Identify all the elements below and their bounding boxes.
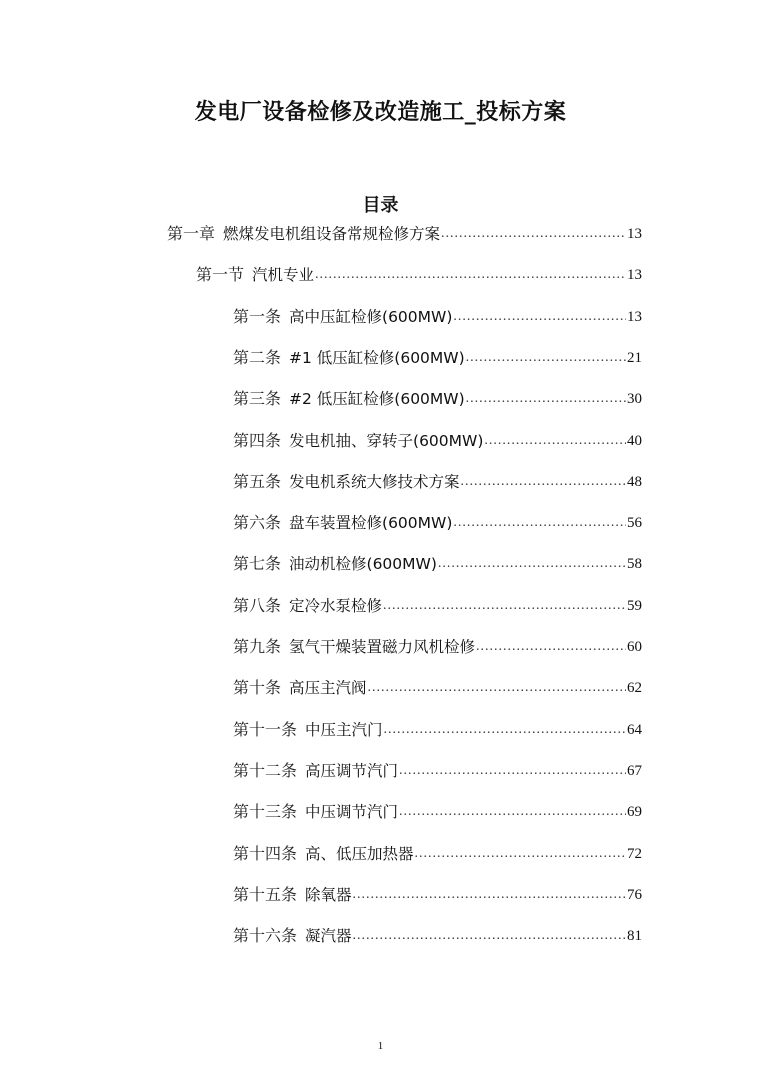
toc-entry[interactable] — [233, 628, 642, 658]
toc-entry-label: 第五条 — [233, 471, 282, 491]
toc-entry-page: 59 — [627, 597, 642, 614]
toc-entry-page: 62 — [627, 680, 642, 697]
toc-entry[interactable] — [233, 298, 642, 328]
toc-entry-title: #1 低压缸检修(600MW) — [289, 348, 465, 367]
toc-heading: 目录 — [362, 195, 399, 216]
toc-entry-label: 第十二条 — [233, 760, 298, 780]
toc-dot-leader — [453, 512, 626, 534]
toc-dot-leader — [461, 471, 626, 493]
toc-entry-title: 氢气干燥装置磁力风机检修 — [289, 638, 476, 656]
toc-entry-page: 69 — [627, 804, 642, 821]
toc-entry[interactable] — [233, 917, 642, 947]
page-number: 1 — [377, 1040, 384, 1052]
toc-entry[interactable] — [167, 215, 642, 245]
toc-entry-label: 第六条 — [233, 513, 282, 533]
toc-entry-label: 第十一条 — [233, 719, 298, 739]
toc-dot-leader — [384, 719, 626, 741]
toc-entry[interactable] — [196, 256, 642, 286]
toc-entry-label: 第三条 — [233, 389, 282, 409]
toc-entry-label: 第九条 — [233, 637, 282, 656]
toc-dot-leader — [438, 553, 626, 575]
toc-entry-page: 48 — [627, 473, 642, 490]
toc-dot-leader — [466, 388, 626, 410]
toc-entry-title: 高中压缸检修(600MW) — [289, 307, 453, 326]
toc-entry[interactable] — [233, 504, 642, 534]
toc-dot-leader — [415, 843, 626, 865]
toc-entry[interactable] — [233, 339, 642, 369]
toc-entry-page: 13 — [627, 267, 642, 284]
toc-entry-title: 盘车装置检修(600MW) — [289, 514, 453, 533]
toc-entry-label: 第四条 — [233, 430, 282, 450]
toc-entry-title: 汽机专业 — [252, 266, 315, 285]
toc-entry-title: 中压主汽门 — [305, 720, 383, 739]
toc-entry-title: 油动机检修(600MW) — [289, 555, 437, 574]
toc-entry-title: 高、低压加热器 — [305, 844, 414, 863]
toc-entry-label: 第十三条 — [233, 802, 298, 822]
toc-entry-label: 第十六条 — [233, 926, 298, 946]
toc-entry-title: 高压主汽阀 — [289, 679, 367, 698]
toc-entry-label: 第八条 — [233, 595, 282, 615]
toc-entry-title: 发电机系统大修技术方案 — [289, 472, 460, 491]
toc-dot-leader — [466, 347, 626, 369]
toc-dot-leader — [353, 884, 626, 906]
toc-entry-page: 13 — [627, 226, 642, 242]
toc-entry-title: 定冷水泵检修 — [289, 596, 383, 615]
toc-dot-leader — [368, 677, 626, 699]
toc-entry-page: 30 — [627, 391, 642, 408]
toc-entry[interactable] — [233, 545, 642, 575]
toc-entry-label: 第七条 — [233, 554, 282, 574]
toc-entry[interactable] — [233, 669, 642, 699]
toc-entry[interactable] — [233, 711, 642, 741]
toc-entry-label: 第一条 — [233, 306, 282, 326]
toc-entry[interactable] — [233, 463, 642, 493]
toc-entry[interactable] — [233, 793, 642, 823]
toc-entry-title: 发电机抽、穿转子(600MW) — [289, 431, 484, 450]
toc-entry-page: 13 — [627, 308, 642, 325]
toc-entry[interactable] — [233, 835, 642, 865]
toc-dot-leader — [453, 306, 626, 328]
toc-entry-title: 除氧器 — [305, 885, 352, 904]
toc-dot-leader — [484, 430, 626, 452]
toc-dot-leader — [399, 760, 626, 782]
toc-entry-label: 第十五条 — [233, 884, 298, 904]
toc-entry[interactable] — [233, 876, 642, 906]
toc-entry-page: 72 — [627, 845, 642, 862]
toc-entry-label: 第一章 — [167, 224, 216, 243]
toc-entry-page: 21 — [627, 349, 642, 366]
toc-entry-title: 中压调节汽门 — [305, 803, 399, 822]
toc-entry-title: 凝汽器 — [305, 927, 352, 946]
toc-dot-leader — [383, 595, 626, 617]
toc-entry[interactable] — [233, 752, 642, 782]
toc-dot-leader — [441, 223, 626, 245]
toc-entry[interactable] — [233, 422, 642, 452]
document-title: 发电厂设备检修及改造施工_投标方案 — [194, 100, 567, 125]
toc-entry-title: 高压调节汽门 — [305, 761, 399, 780]
toc-dot-leader — [399, 801, 626, 823]
toc-entry-label: 第十四条 — [233, 843, 298, 863]
toc-dot-leader — [353, 925, 626, 947]
toc-dot-leader — [315, 264, 626, 286]
toc-entry-page: 56 — [627, 515, 642, 532]
toc-entry-page: 81 — [627, 928, 642, 945]
toc-entry-title: 燃煤发电机组设备常规检修方案 — [223, 225, 441, 243]
toc-entry-page: 64 — [627, 721, 642, 738]
toc-entry[interactable] — [233, 587, 642, 617]
toc-entry[interactable] — [233, 380, 642, 410]
toc-entry-page: 76 — [627, 886, 642, 903]
toc-entry-page: 67 — [627, 762, 642, 779]
toc-entry-label: 第十条 — [233, 678, 282, 698]
toc-entry-title: #2 低压缸检修(600MW) — [289, 390, 465, 409]
toc-entry-page: 58 — [627, 556, 642, 573]
toc-entry-label: 第一节 — [196, 265, 245, 285]
toc-dot-leader — [476, 636, 626, 658]
toc-entry-page: 40 — [627, 432, 642, 449]
toc-entry-label: 第二条 — [233, 347, 282, 367]
toc-entry-page: 60 — [627, 639, 642, 655]
